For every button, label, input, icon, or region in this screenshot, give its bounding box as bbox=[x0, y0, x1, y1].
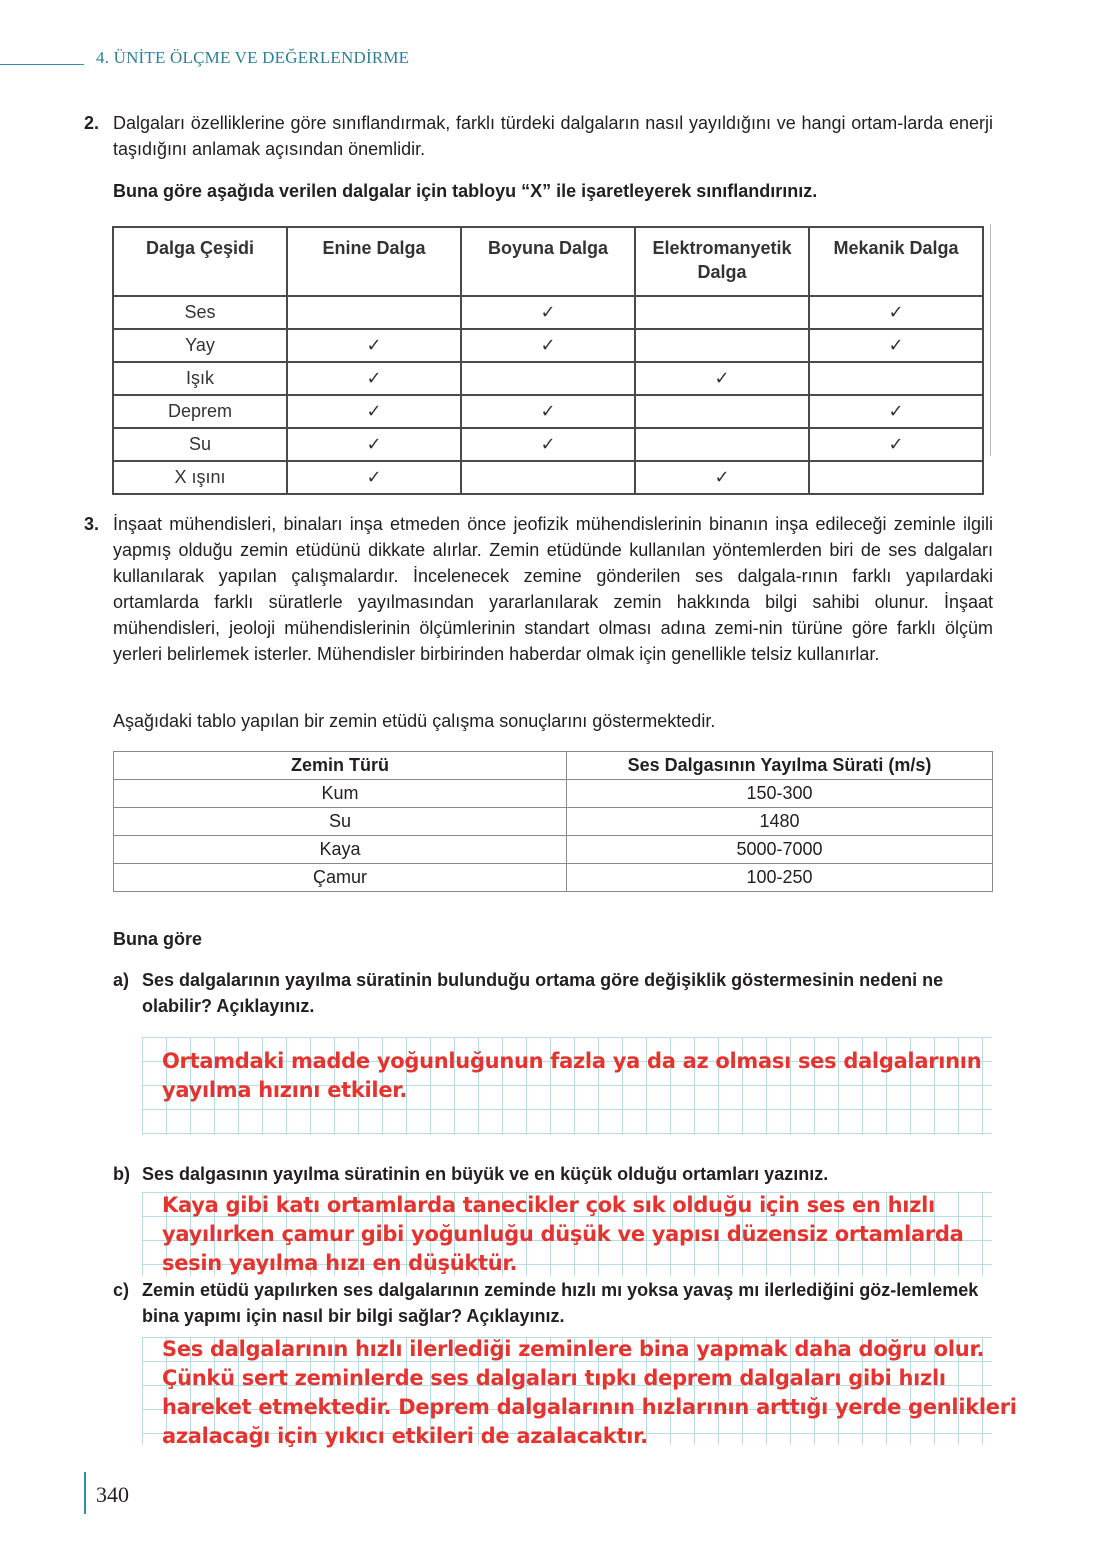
question-2-text: Dalgaları özelliklerine göre sınıflandırmak, farklı türdeki dalgaların nasıl yayıldığını ve hangi ortam-larda enerji taşıdığını anlamak açısından önemlidir. bbox=[113, 113, 993, 159]
check-cell: ✓ bbox=[809, 329, 983, 362]
check-cell: ✓ bbox=[461, 395, 635, 428]
check-cell bbox=[635, 296, 809, 329]
check-cell bbox=[461, 362, 635, 395]
soil-type-cell: Çamur bbox=[114, 864, 567, 892]
header-mekanik-dalga: Mekanik Dalga bbox=[809, 227, 983, 296]
table-header-row bbox=[113, 227, 983, 296]
table-row bbox=[114, 836, 993, 864]
question-2-instruction: Buna göre aşağıda verilen dalgalar için tabloyu “X” ile işaretleyerek sınıflandırınız. bbox=[113, 181, 818, 201]
wave-classification-table bbox=[112, 226, 984, 495]
answer-b: Kaya gibi katı ortamlarda tanecikler çok sık olduğu için ses en hızlı yayılırken çamur gibi yoğunluğu düşük ve yapısı düzensiz ortamlarda sesin yayılma hızı en düşüktür. bbox=[162, 1193, 964, 1275]
speed-cell: 5000-7000 bbox=[567, 836, 993, 864]
row-label: X ışını bbox=[113, 461, 287, 494]
check-cell bbox=[461, 461, 635, 494]
check-cell bbox=[809, 461, 983, 494]
table-row bbox=[113, 296, 983, 329]
sub-question-c-label: c) bbox=[113, 1280, 130, 1300]
check-cell: ✓ bbox=[809, 296, 983, 329]
header-boyuna-dalga: Boyuna Dalga bbox=[461, 227, 635, 296]
check-cell: ✓ bbox=[287, 461, 461, 494]
footer-rule bbox=[84, 1472, 86, 1514]
question-3-number: 3. bbox=[84, 514, 100, 534]
table-side-rule bbox=[990, 224, 991, 456]
check-cell bbox=[635, 395, 809, 428]
speed-cell: 100-250 bbox=[567, 864, 993, 892]
question-2-number: 2. bbox=[84, 113, 100, 133]
check-cell: ✓ bbox=[287, 395, 461, 428]
soil-type-cell: Kum bbox=[114, 780, 567, 808]
header-ses-dalgasi-surati: Ses Dalgasının Yayılma Sürati (m/s) bbox=[567, 752, 993, 780]
check-cell: ✓ bbox=[461, 329, 635, 362]
question-3-text: İnşaat mühendisleri, binaları inşa etmeden önce jeofizik mühendislerinin binanın inşa edileceği zeminle ilgili yapmış olduğu zemin etüdünü dikkate alırlar. Zemin etüdünde kullanılan yöntemlerden biri de ses dalgaları kullanılarak yapılan çalışmalardır. İncelenecek zemine gönderilen ses dalgala-rının farklı yapılardaki ortamlarda farklı süratlerle yayılmasından yararlanılarak zemin hakkında bilgi sahibi olunur. İnşaat mühendisleri, jeoloji mühendislerinin ölçümlerinin standart olması adına zemi-nin türüne göre farklı ölçüm yerleri belirlemek isterler. Mühendisler birbirinden haberdar olmak için genellikle telsiz kullanırlar. bbox=[113, 514, 993, 664]
row-label: Işık bbox=[113, 362, 287, 395]
sub-question-b-text: Ses dalgasının yayılma süratinin en büyük ve en küçük olduğu ortamları yazınız. bbox=[142, 1164, 829, 1184]
answer-a: Ortamdaki madde yoğunluğunun fazla ya da az olması ses dalgalarının yayılma hızını etkiler. bbox=[162, 1049, 982, 1102]
header-rule bbox=[0, 64, 84, 65]
check-cell: ✓ bbox=[635, 362, 809, 395]
table-row bbox=[113, 428, 983, 461]
answer-c: Ses dalgalarının hızlı ilerlediği zeminlere bina yapmak daha doğru olur. Çünkü sert zeminlerde ses dalgaları tıpkı deprem dalgaları gibi hızlı hareket etmektedir. Deprem dalgalarının hızlarının arttığı yerde genlikleri azalacağı için yıkıcı etkileri de azalacaktır. bbox=[162, 1337, 1017, 1448]
table-row bbox=[114, 864, 993, 892]
check-cell: ✓ bbox=[461, 428, 635, 461]
check-cell bbox=[809, 362, 983, 395]
check-cell bbox=[287, 296, 461, 329]
unit-header: 4. ÜNİTE ÖLÇME VE DEĞERLENDİRME bbox=[96, 48, 410, 67]
check-cell: ✓ bbox=[635, 461, 809, 494]
sub-question-a-label: a) bbox=[113, 970, 130, 990]
check-cell: ✓ bbox=[287, 362, 461, 395]
row-label: Yay bbox=[113, 329, 287, 362]
check-cell: ✓ bbox=[287, 329, 461, 362]
check-cell bbox=[635, 329, 809, 362]
check-cell: ✓ bbox=[287, 428, 461, 461]
header-zemin-turu: Zemin Türü bbox=[114, 752, 567, 780]
check-cell: ✓ bbox=[461, 296, 635, 329]
soil-type-cell: Kaya bbox=[114, 836, 567, 864]
header-enine-dalga: Enine Dalga bbox=[287, 227, 461, 296]
speed-cell: 150-300 bbox=[567, 780, 993, 808]
header-elektromanyetik-dalga: Elektromanyetik Dalga bbox=[635, 227, 809, 296]
sub-question-b-label: b) bbox=[113, 1164, 130, 1184]
sub-question-c-text: Zemin etüdü yapılırken ses dalgalarının zeminde hızlı mı yoksa yavaş mı ilerlediğini göz-lemlemek bina yapımı için nasıl bir bilgi sağlar? Açıklayınız. bbox=[142, 1280, 979, 1326]
row-label: Su bbox=[113, 428, 287, 461]
table-row bbox=[113, 461, 983, 494]
page-number: 340 bbox=[96, 1482, 129, 1507]
soil-type-cell: Su bbox=[114, 808, 567, 836]
soil-sound-speed-table bbox=[113, 751, 993, 892]
table-header-row bbox=[114, 752, 993, 780]
table-intro: Aşağıdaki tablo yapılan bir zemin etüdü çalışma sonuçlarını göstermektedir. bbox=[113, 711, 716, 731]
table-row bbox=[114, 808, 993, 836]
table-row bbox=[113, 395, 983, 428]
check-cell: ✓ bbox=[809, 428, 983, 461]
buna-gore-label: Buna göre bbox=[113, 929, 203, 949]
header-dalga-cesidi: Dalga Çeşidi bbox=[113, 227, 287, 296]
table-row bbox=[113, 329, 983, 362]
row-label: Ses bbox=[113, 296, 287, 329]
check-cell: ✓ bbox=[809, 395, 983, 428]
table-row bbox=[113, 362, 983, 395]
row-label: Deprem bbox=[113, 395, 287, 428]
check-cell bbox=[635, 428, 809, 461]
sub-question-a-text: Ses dalgalarının yayılma süratinin bulunduğu ortama göre değişiklik göstermesinin nedeni ne olabilir? Açıklayınız. bbox=[142, 970, 944, 1016]
speed-cell: 1480 bbox=[567, 808, 993, 836]
table-row bbox=[114, 780, 993, 808]
